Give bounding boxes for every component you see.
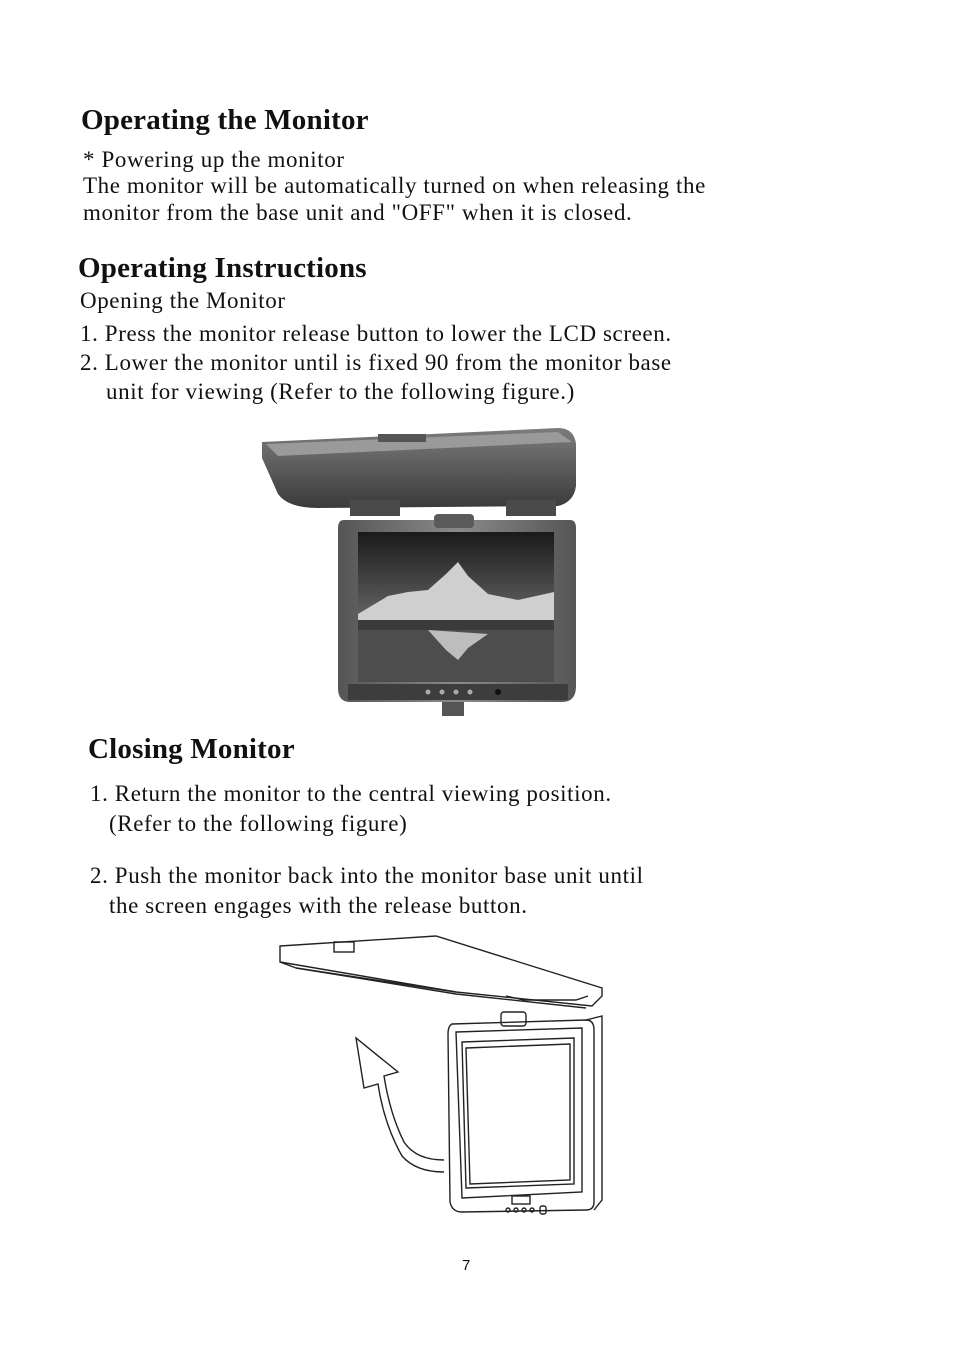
powering-desc-line-1: The monitor will be automatically turned on when releasing the [83, 173, 706, 198]
heading-operating-the-monitor: Operating the Monitor [81, 104, 369, 136]
opening-step-2: 2. Lower the monitor until is fixed 90 from the monitor base [80, 350, 672, 375]
opening-step-1: 1. Press the monitor release button to lower the LCD screen. [80, 321, 672, 346]
opening-step-2-cont: unit for viewing (Refer to the following figure.) [106, 379, 575, 404]
heading-operating-instructions: Operating Instructions [78, 252, 367, 284]
heading-closing-monitor: Closing Monitor [88, 733, 295, 765]
closing-step-1: 1. Return the monitor to the central viewing position. [90, 781, 612, 806]
powering-desc-line-2: monitor from the base unit and "OFF" when it is closed. [83, 200, 633, 225]
opening-monitor-subtitle: Opening the Monitor [80, 288, 286, 313]
open-monitor-figure [258, 424, 580, 720]
page-number: 7 [462, 1257, 471, 1274]
closing-step-1-cont: (Refer to the following figure) [109, 811, 408, 836]
powering-up-line: * Powering up the monitor [83, 147, 345, 172]
closing-step-2-cont: the screen engages with the release button. [109, 893, 528, 918]
closing-monitor-figure [276, 934, 608, 1224]
closing-step-2: 2. Push the monitor back into the monitor base unit until [90, 863, 644, 888]
